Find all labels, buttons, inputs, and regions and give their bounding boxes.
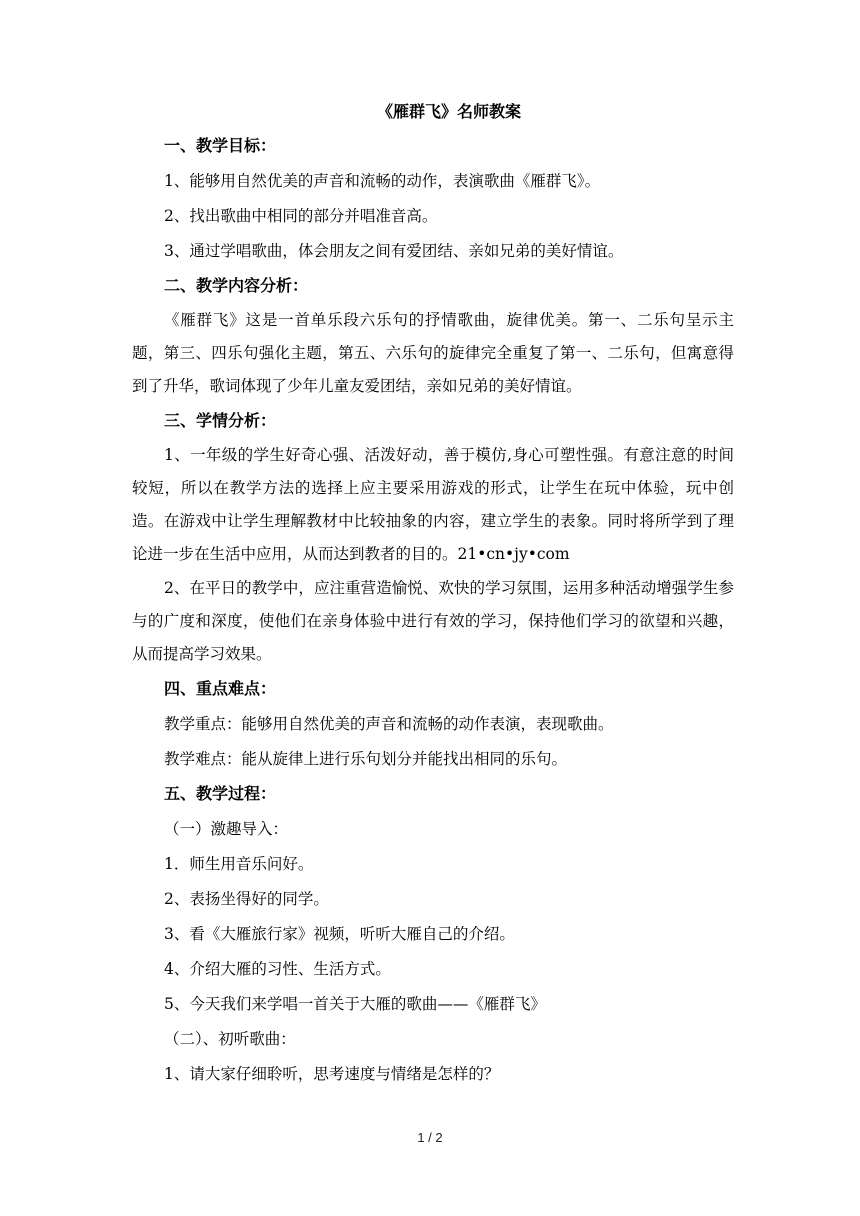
process-step: 1．师生用音乐问好。 bbox=[164, 855, 314, 873]
section-heading-key-points: 四、重点难点： bbox=[164, 679, 277, 698]
objective-line: 1、能够用自然优美的声音和流畅的动作，表演歌曲《雁群飞》。 bbox=[164, 172, 601, 190]
process-step: 4、介绍大雁的习性、生活方式。 bbox=[164, 960, 391, 978]
learner-analysis-paragraph: 2、在平日的教学中，应注重营造愉悦、欢快的学习氛围，运用多种活动增强学生参与的广度和深度，使他们在亲身体验中进行有效的学习，保持他们学习的欲望和兴趣，从而提高学习效果。 bbox=[132, 579, 734, 663]
objective-line: 2、找出歌曲中相同的部分并唱准音高。 bbox=[164, 207, 438, 225]
section-heading-content-analysis: 二、教学内容分析： bbox=[164, 276, 309, 295]
content-analysis-paragraph: 《雁群飞》这是一首单乐段六乐句的抒情歌曲，旋律优美。第一、二乐句呈示主题，第三、四乐句强化主题，第五、六乐句的旋律完全重复了第一、二乐句，但寓意得到了升华，歌词体现了少年儿童友爱团结，亲如兄弟的美好情谊。 bbox=[132, 311, 734, 395]
key-point-line: 教学重点：能够用自然优美的声音和流畅的动作表演，表现歌曲。 bbox=[164, 715, 614, 733]
process-subheading: （二）、初听歌曲： bbox=[164, 1030, 296, 1048]
process-step: 2、表扬坐得好的同学。 bbox=[164, 890, 329, 908]
process-step: 1、请大家仔细聆听，思考速度与情绪是怎样的？ bbox=[164, 1065, 500, 1083]
process-subheading: （一）激趣导入： bbox=[164, 820, 289, 838]
document-body bbox=[132, 100, 734, 1097]
document-title: 《雁群飞》名师教案 bbox=[376, 102, 521, 121]
page-number: 1 / 2 bbox=[417, 1130, 443, 1145]
process-step: 5、今天我们来学唱一首关于大雁的歌曲——《雁群飞》 bbox=[164, 995, 546, 1013]
section-heading-objectives: 一、教学目标： bbox=[164, 136, 277, 155]
learner-analysis-paragraph: 1、一年级的学生好奇心强、活泼好动，善于模仿,身心可塑性强。有意注意的时间较短，所以在教学方法的选择上应主要采用游戏的形式，让学生在玩中体验，玩中创造。在游戏中让学生理解教材中比较抽象的内容，建立学生的表象。同时将所学到了理论进一步在生活中应用，从而达到教者的目的。21•cn•jy•com bbox=[132, 446, 734, 563]
process-step: 3、看《大雁旅行家》视频，听听大雁自己的介绍。 bbox=[164, 925, 515, 943]
objective-line: 3、通过学唱歌曲，体会朋友之间有爱团结、亲如兄弟的美好情谊。 bbox=[164, 242, 624, 260]
key-point-line: 教学难点：能从旋律上进行乐句划分并能找出相同的乐句。 bbox=[164, 750, 568, 768]
section-heading-learner-analysis: 三、学情分析： bbox=[164, 411, 277, 430]
section-heading-process: 五、教学过程： bbox=[164, 784, 277, 803]
